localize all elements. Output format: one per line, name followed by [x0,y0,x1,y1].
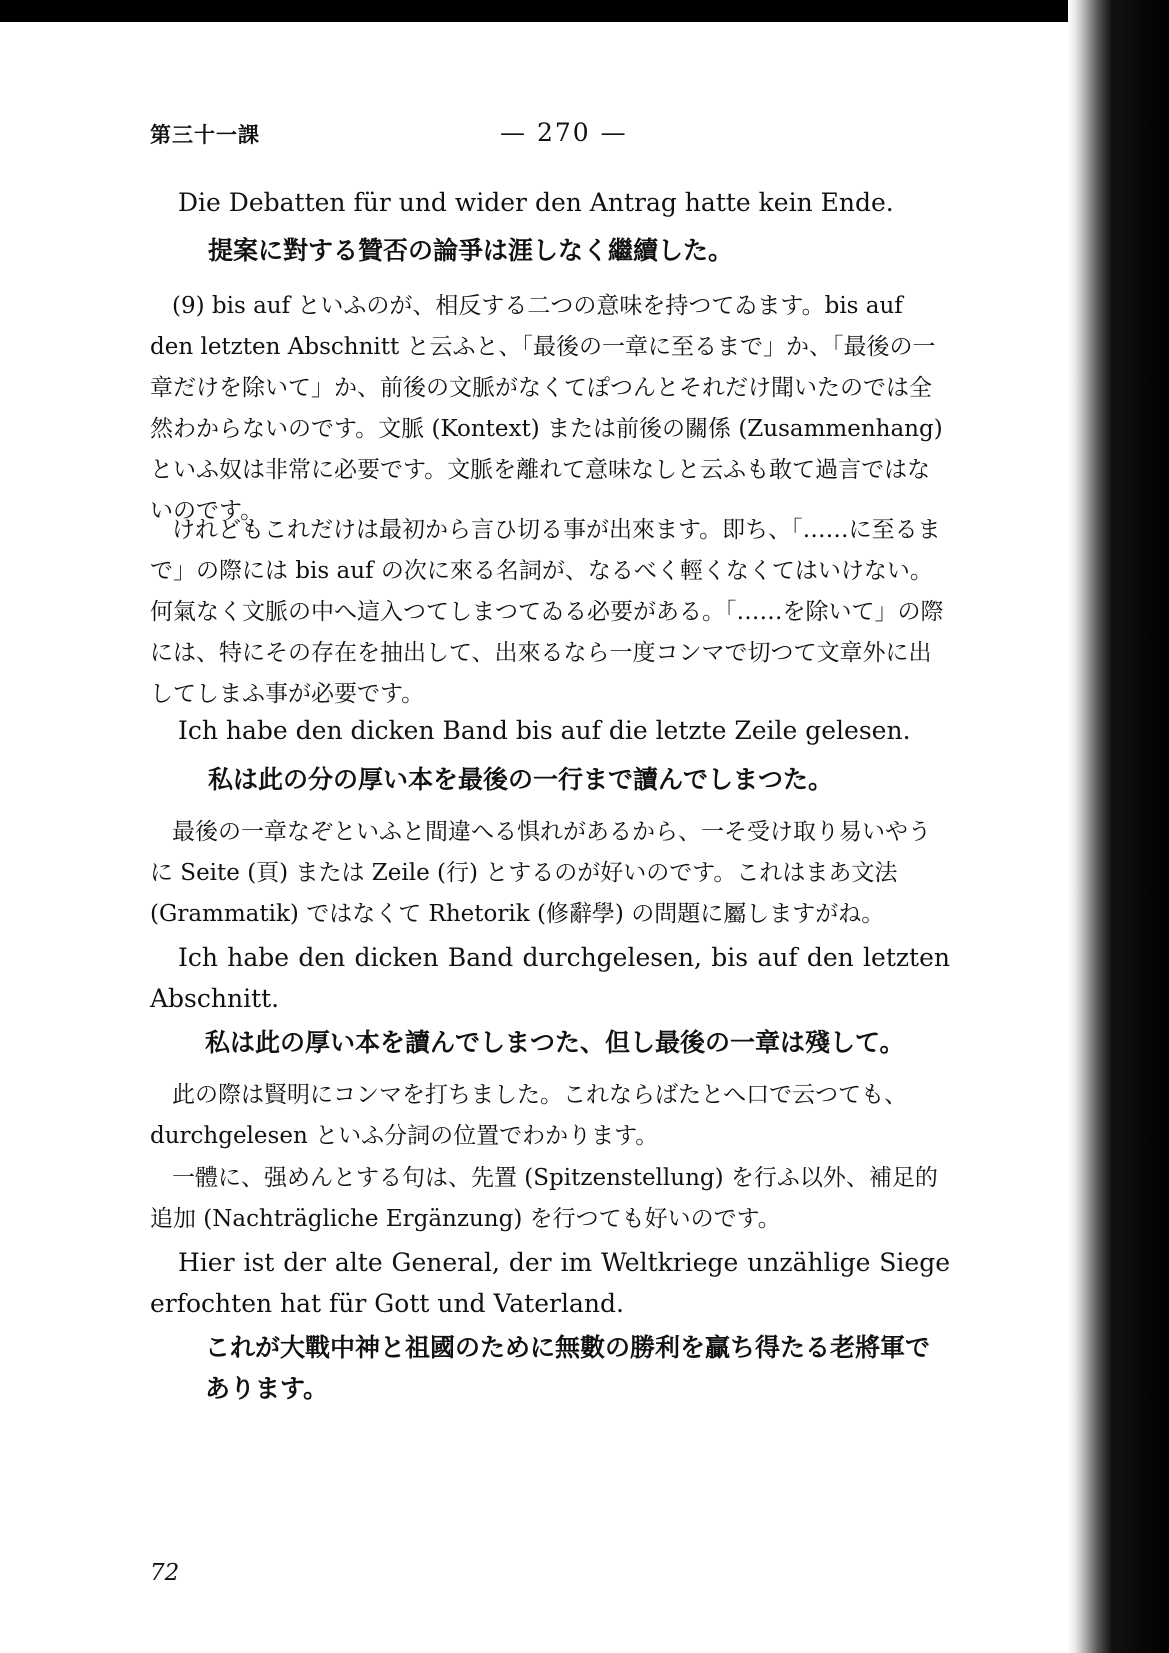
paragraph-emphasis: 一體に、强めんとする句は、先置 (Spitzenstellung) を行ふ以外、補足的追加 (Nachträgliche Ergänzung) を行つても好いのです。 [150,1165,938,1232]
japanese-translation-2: 私は此の分の厚い本を最後の一行まで讀んでしまつた。 [208,765,834,794]
paragraph-bis-auf-meanings: (9) bis auf といふのが、相反する二つの意味を持つてゐます。bis auf den letzten Abschnitt と云ふと、「最後の一章に至るまで」か、「最後の一章だけを除いて」か、前後の文脈がなくてぽつんとそれだけ聞いたのでは全然わからないのです。文脈 (Kontext) または前後の關係 (Zusammenhang) といふ奴は非常に必要です。文脈を離れて意味なしと云ふも敢て過言ではないのです。 [150,293,943,524]
scan-top-edge [0,0,1169,22]
page-number: — 270 — [500,118,628,147]
german-example-2: Ich habe den dicken Band bis auf die letzte Zeile gelesen. [178,716,911,745]
paragraph-seite-zeile: 最後の一章なぞといふと間違へる惧れがあるから、一そ受け取り易いやうに Seite (頁) または Zeile (行) とするのが好いのです。これはまあ文法 (Grammatik) ではなくて Rhetorik (修辭學) の問題に屬しますがね。 [150,819,931,927]
book-page [0,22,1070,1653]
paragraph-comma: 此の際は賢明にコンマを打ちました。これならばたとへ口で云つても、durchgelesen といふ分詞の位置でわかります。 [150,1082,908,1149]
japanese-translation-4: これが大戰中神と祖國のために無數の勝利を贏ち得たる老將軍であります。 [205,1333,931,1403]
german-example-1: Die Debatten für und wider den Antrag hatte kein Ende. [178,188,894,217]
german-example-4: Hier ist der alte General, der im Weltkriege unzählige Siege erfochten hat für Gott und Vaterland. [150,1248,950,1318]
book-spine-shadow [1068,0,1169,1653]
page-folio: 72 [150,1560,180,1586]
japanese-translation-3: 私は此の厚い本を讀んでしまつた、但し最後の一章は殘して。 [205,1028,905,1057]
german-example-3: Ich habe den dicken Band durchgelesen, bis auf den letzten Abschnitt. [150,943,950,1013]
paragraph-usage-rule: けれどもこれだけは最初から言ひ切る事が出來ます。即ち、「……に至るまで」の際には bis auf の次に來る名詞が、なるべく輕くなくてはいけない。何氣なく文脈の中へ這入つてしまつてゐる必要がある。「……を除いて」の際には、特にその存在を抽出して、出來るなら一度コンマで切つて文章外に出してしまふ事が必要です。 [150,517,944,707]
japanese-translation-1: 提案に對する贊否の論爭は涯しなく繼續した。 [208,236,734,265]
chapter-header: 第三十一課 [150,122,260,147]
